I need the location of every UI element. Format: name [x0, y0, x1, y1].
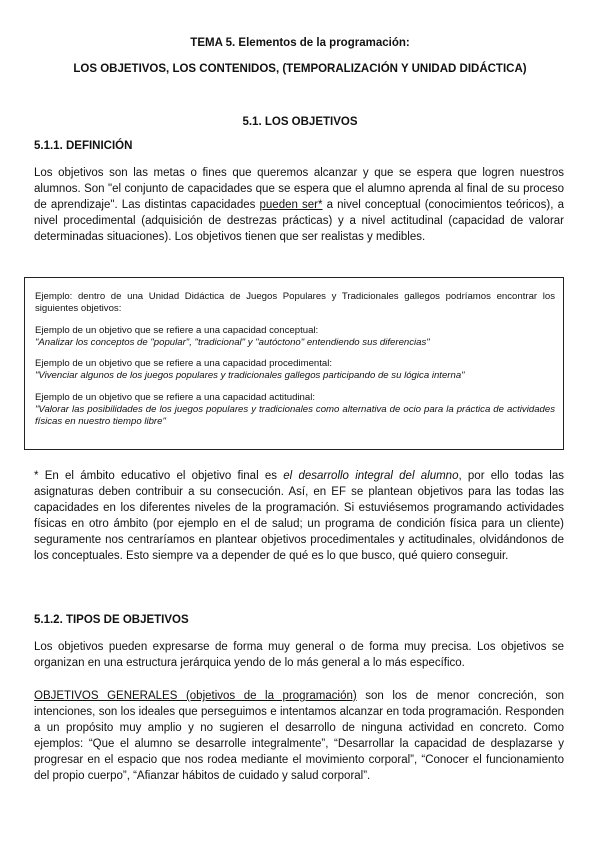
- section-title: 5.1. LOS OBJETIVOS: [242, 116, 358, 128]
- note-italic-text: el desarrollo integral del alumno: [283, 470, 459, 482]
- definition-text-end: a nivel conceptual (conocimientos teóricos), a nivel procedimental (adquisición de destrezas prácticas) y a nivel actitudinal (capacidad de valorar determinadas situaciones). Los objetivos tienen que ser realistas y medibles.: [34, 199, 564, 243]
- document-title-line2: LOS OBJETIVOS, LOS CONTENIDOS, (TEMPORALIZACIÓN Y UNIDAD DIDÁCTICA): [73, 63, 527, 75]
- example-procedural-label: Ejemplo de un objetivo que se refiere a una capacidad procedimental:: [35, 358, 333, 370]
- example-intro: Ejemplo: dentro de una Unidad Didáctica de Juegos Populares y Tradicionales gallegos podríamos encontrar los siguientes objetivos:: [35, 291, 555, 315]
- note-paragraph: [34, 468, 564, 564]
- general-objectives-text: son los de menor concreción, son intenciones, son los ideales que perseguimos e intentamos alcanzar en toda programación. Responden a un propósito muy amplio y no sugieren el desarrollo de ninguna actividad en concreto. Como ejemplos: “Que el alumno se desarrolle integralmente”, “Desarrollar la capacidad de desplazarse y progresar en el espacio que nos rodea mediante el movimiento corporal”, “Conocer el funcionamiento del propio cuerpo”, “Afianzar hábitos de cuidado y salud corporal”.: [34, 690, 564, 782]
- example-box: [24, 277, 564, 450]
- general-objectives-underlined: OBJETIVOS GENERALES (objetivos de la programación): [34, 690, 357, 702]
- note-text-start: * En el ámbito educativo el objetivo final es: [34, 470, 284, 482]
- example-attitudinal-text: "Valorar las posibilidades de los juegos populares y tradicionales como alternativa de ocio para la práctica de actividades físicas en nuestro tiempo libre": [35, 404, 555, 428]
- definition-text-start: Los objetivos son las metas o fines que queremos alcanzar y que se espera que logren nuestros alumnos. Son "el conjunto de capacidades que se espera que el alumno aprenda al final de su proceso de aprendizaje". Las distintas capacidades: [34, 167, 564, 211]
- document-title-line1: TEMA 5. Elementos de la programación:: [190, 37, 410, 49]
- example-procedural-text: "Vivenciar algunos de los juegos populares y tradicionales gallegos participando de su lógica interna": [35, 370, 465, 382]
- example-conceptual-text: "Analizar los conceptos de "popular", "tradicional" y "autóctono" entendiendo sus diferencias": [35, 336, 430, 348]
- subsection-definition-title: 5.1.1. DEFINICIÓN: [34, 140, 133, 152]
- definition-underlined-text: pueden ser*: [259, 199, 323, 211]
- subsection-types-title: 5.1.2. TIPOS DE OBJETIVOS: [34, 614, 189, 626]
- types-paragraph: Los objetivos pueden expresarse de forma muy general o de forma muy precisa. Los objetivos se organizan en una estructura jerárquica yendo de lo más general a lo más específico.: [34, 641, 564, 669]
- general-objectives-paragraph: [34, 688, 564, 784]
- example-attitudinal-label: Ejemplo de un objetivo que se refiere a una capacidad actitudinal:: [35, 391, 316, 403]
- example-conceptual-label: Ejemplo de un objetivo que se refiere a una capacidad conceptual:: [35, 324, 319, 336]
- definition-paragraph: [34, 165, 564, 245]
- note-text-end: , por ello todas las asignaturas deben contribuir a su consecución. Así, en EF se plantean objetivos para las todas las capacidades en los diferentes niveles de la programación. Si estuviésemos programando actividades físicas en otro ámbito (por ejemplo en el de salud; un programa de condición física para un cliente) seguramente nos centraríamos en plantear objetivos procedimentales y actitudinales, olvidándonos de los conceptuales. Esto siempre va a depender de qué es lo que busco, qué quiero conseguir.: [34, 470, 564, 562]
